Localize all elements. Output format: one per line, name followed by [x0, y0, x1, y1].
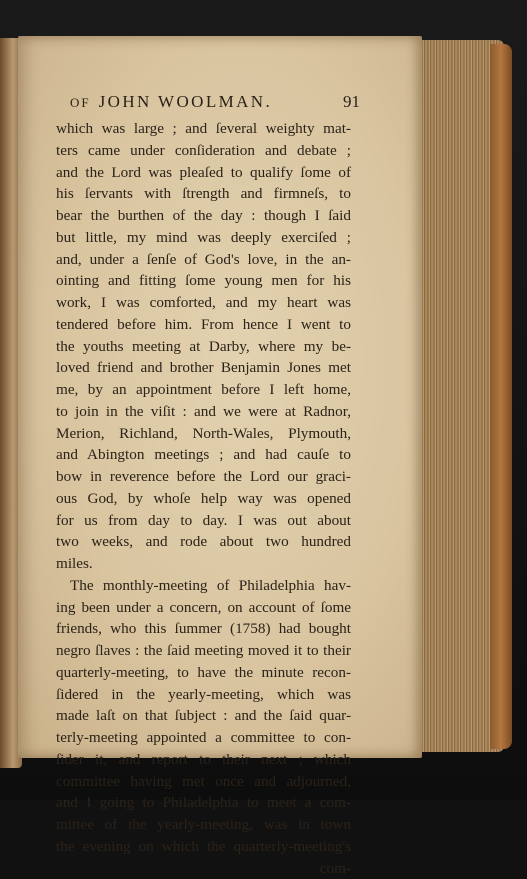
text-line: and I going to Philadelphia to meet a com-	[56, 792, 351, 814]
text-line: quarterly-meeting, to have the minute recon-	[56, 662, 351, 684]
text-line: two weeks, and rode about two hundred	[56, 531, 351, 553]
text-line: but little, my mind was deeply exerciſed ;	[56, 227, 351, 249]
text-line: ous God, by whoſe help way was opened	[56, 488, 351, 510]
text-line: loved friend and brother Benjamin Jones met	[56, 357, 351, 379]
text-line: bear the burthen of the day : though I ſaid	[56, 205, 351, 227]
text-line: and the Lord was pleaſed to qualify ſome of	[56, 162, 351, 184]
text-line: made laſt on that ſubject : and the ſaid quar-	[56, 705, 351, 727]
text-line: me, by an appointment before I left home,	[56, 379, 351, 401]
text-line: to join in the viſit : and we were at Radnor,	[56, 401, 351, 423]
book-cover-edge	[490, 44, 512, 749]
body-text	[56, 118, 351, 879]
text-line: friends, who this ſummer (1758) had bought	[56, 618, 351, 640]
text-line: and, under a ſenſe of God's love, in the an-	[56, 249, 351, 271]
text-line-paragraph-end: miles.	[56, 553, 351, 575]
text-line: terly-meeting appointed a committee to con-	[56, 727, 351, 749]
text-line: the youths meeting at Darby, where my be-	[56, 336, 351, 358]
text-line: tendered before him. From hence I went to	[56, 314, 351, 336]
text-line: ſidered in the yearly-meeting, which was	[56, 684, 351, 706]
text-line: his ſervants with ſtrength and firmneſs, to	[56, 183, 351, 205]
text-line: work, I was comforted, and my heart was	[56, 292, 351, 314]
text-line: for us from day to day. I was out about	[56, 510, 351, 532]
text-line: ointing and fitting ſome young men for his	[56, 270, 351, 292]
text-line: which was large ; and ſeveral weighty mat-	[56, 118, 351, 140]
text-line: bow in reverence before the Lord our graci-	[56, 466, 351, 488]
text-line: mittee of the yearly-meeting, was in town	[56, 814, 351, 836]
text-line: negro ſlaves : the ſaid meeting moved it to their	[56, 640, 351, 662]
header-title: JOHN WOOLMAN.	[99, 92, 273, 112]
running-header	[70, 92, 360, 116]
text-line: and Abington meetings ; and had cauſe to	[56, 444, 351, 466]
text-line: ſider it, and report to their next ; which	[56, 749, 351, 771]
text-line: committee having met once and adjourned,	[56, 771, 351, 793]
text-line: the evening on which the quarterly-meeting's	[56, 836, 351, 858]
text-line: ing been under a concern, on account of ſome	[56, 597, 351, 619]
page-number: 91	[343, 92, 360, 112]
catchword: com-	[56, 858, 351, 879]
header-prefix: OF	[70, 95, 91, 111]
text-line: Merion, Richland, North-Wales, Plymouth,	[56, 423, 351, 445]
text-line: ters came under conſideration and debate ;	[56, 140, 351, 162]
text-line-paragraph-start: The monthly-meeting of Philadelphia hav-	[56, 575, 351, 597]
